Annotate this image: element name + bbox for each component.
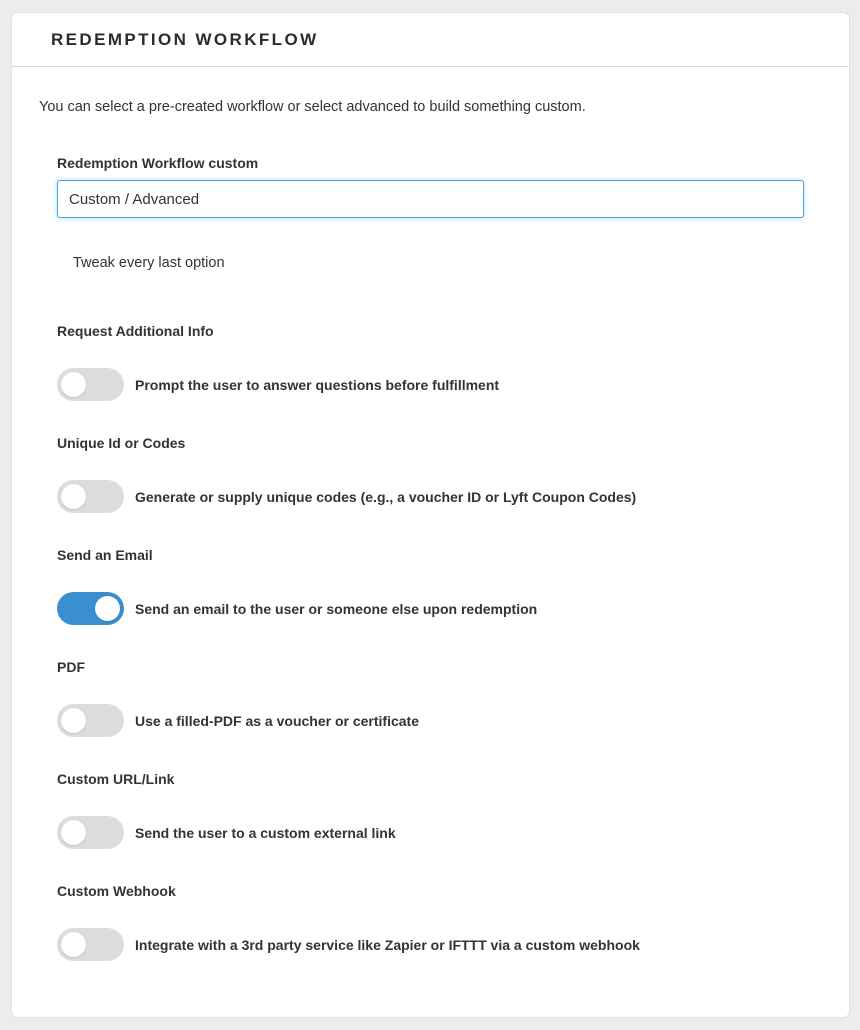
option-heading: Custom URL/Link — [57, 771, 175, 787]
toggle-label: Integrate with a 3rd party service like Zapier or IFTTT via a custom webhook — [135, 936, 640, 953]
send-email-toggle[interactable] — [57, 592, 124, 625]
workflow-select[interactable] — [57, 180, 804, 218]
option-send-email — [57, 545, 817, 625]
workflow-select-value: Custom / Advanced — [69, 190, 200, 208]
toggle-label: Send an email to the user or someone else upon redemption — [135, 600, 538, 617]
workflow-select-hint: Tweak every last option — [73, 255, 225, 271]
pdf-toggle[interactable] — [57, 704, 124, 737]
option-heading: Unique Id or Codes — [57, 435, 186, 451]
option-custom-webhook — [57, 881, 817, 961]
option-unique-codes — [57, 433, 817, 513]
toggle-label: Generate or supply unique codes (e.g., a voucher ID or Lyft Coupon Codes) — [135, 488, 637, 505]
redemption-workflow-card — [12, 13, 849, 1017]
option-pdf — [57, 657, 817, 737]
workflow-select-label: Redemption Workflow custom — [57, 155, 259, 171]
custom-url-toggle[interactable] — [57, 816, 124, 849]
toggle-row — [57, 816, 817, 849]
custom-webhook-toggle[interactable] — [57, 928, 124, 961]
toggle-knob — [61, 372, 86, 397]
option-heading: Send an Email — [57, 547, 153, 563]
option-custom-url — [57, 769, 817, 849]
toggle-label: Prompt the user to answer questions before fulfillment — [135, 376, 500, 393]
toggle-knob — [95, 596, 120, 621]
toggle-knob — [61, 932, 86, 957]
unique-codes-toggle[interactable] — [57, 480, 124, 513]
toggle-row — [57, 592, 817, 625]
request-info-toggle[interactable] — [57, 368, 124, 401]
toggle-label: Send the user to a custom external link — [135, 824, 396, 841]
toggle-knob — [61, 708, 86, 733]
toggle-label: Use a filled-PDF as a voucher or certificate — [135, 712, 419, 729]
toggle-row — [57, 704, 817, 737]
option-request-additional-info — [57, 321, 817, 401]
card-title: REDEMPTION WORKFLOW — [51, 29, 319, 49]
toggle-knob — [61, 484, 86, 509]
toggle-row — [57, 480, 817, 513]
option-heading: Custom Webhook — [57, 883, 176, 899]
toggle-knob — [61, 820, 86, 845]
option-heading: Request Additional Info — [57, 323, 214, 339]
card-header — [12, 13, 849, 67]
toggle-row — [57, 368, 817, 401]
intro-text: You can select a pre-created workflow or select advanced to build something custom. — [39, 99, 586, 115]
toggle-row — [57, 928, 817, 961]
option-heading: PDF — [57, 659, 85, 675]
